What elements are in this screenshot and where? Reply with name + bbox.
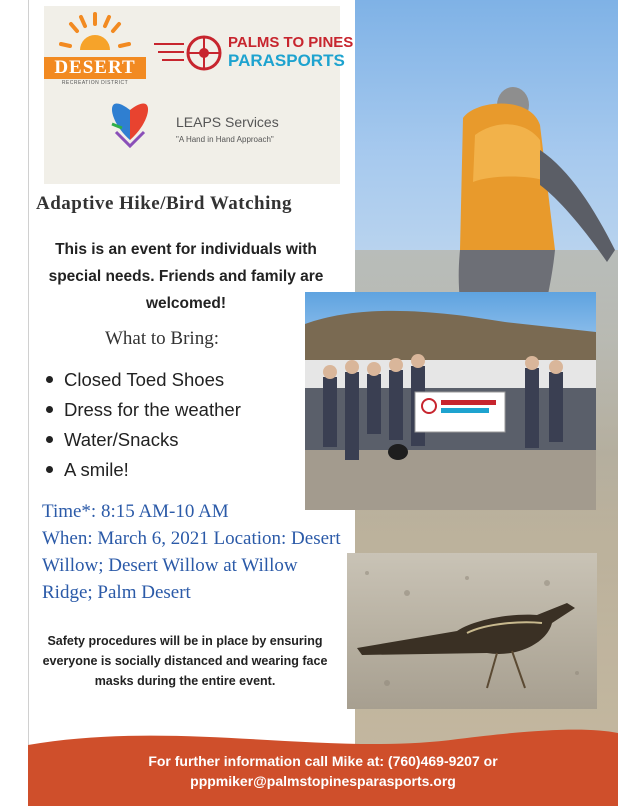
list-item: Dress for the weather [44, 395, 241, 425]
contact-email-link[interactable]: pppmiker@palmstopinesparasports.org [190, 773, 456, 789]
desert-rec-name: DESERT [44, 57, 146, 79]
intro-text: This is an event for individuals with special needs. Friends and family are welcomed! [48, 241, 324, 312]
heart-hands-icon [112, 104, 148, 146]
logo-graphics [44, 6, 340, 184]
group-photo-illustration [305, 292, 596, 510]
group-photo [305, 292, 596, 510]
contact-line-1: For further information call Mike at: (760)469-9207 or [148, 753, 498, 769]
ptp-line1: PALMS TO PINES [228, 34, 354, 51]
event-when-location: When: March 6, 2021 Location: Desert Willow; Desert Willow at Willow Ridge; Palm Desert [42, 528, 341, 603]
bring-heading: What to Bring: [105, 328, 219, 349]
leaps-tagline: "A Hand in Hand Approach" [176, 135, 274, 144]
desert-rec-sub: RECREATION DISTRICT [61, 80, 129, 86]
event-time: Time*: 8:15 AM-10 AM [42, 501, 229, 522]
roadrunner-photo [347, 553, 597, 709]
leaps-name: LEAPS Services [176, 114, 279, 130]
safety-notice: Safety procedures will be in place by ensuring everyone is socially distanced and wearing face masks during the entire event. [42, 634, 328, 688]
contact-info [28, 751, 618, 791]
list-item: A smile! [44, 455, 241, 485]
bring-list [44, 365, 241, 485]
ptp-line2: PARASPORTS [228, 51, 345, 70]
list-item: Closed Toed Shoes [44, 365, 241, 395]
event-title: Adaptive Hike/Bird Watching [36, 193, 292, 214]
roadrunner-illustration [347, 553, 597, 709]
event-details [42, 498, 342, 606]
wheel-icon [154, 37, 220, 69]
list-item: Water/Snacks [44, 425, 241, 455]
